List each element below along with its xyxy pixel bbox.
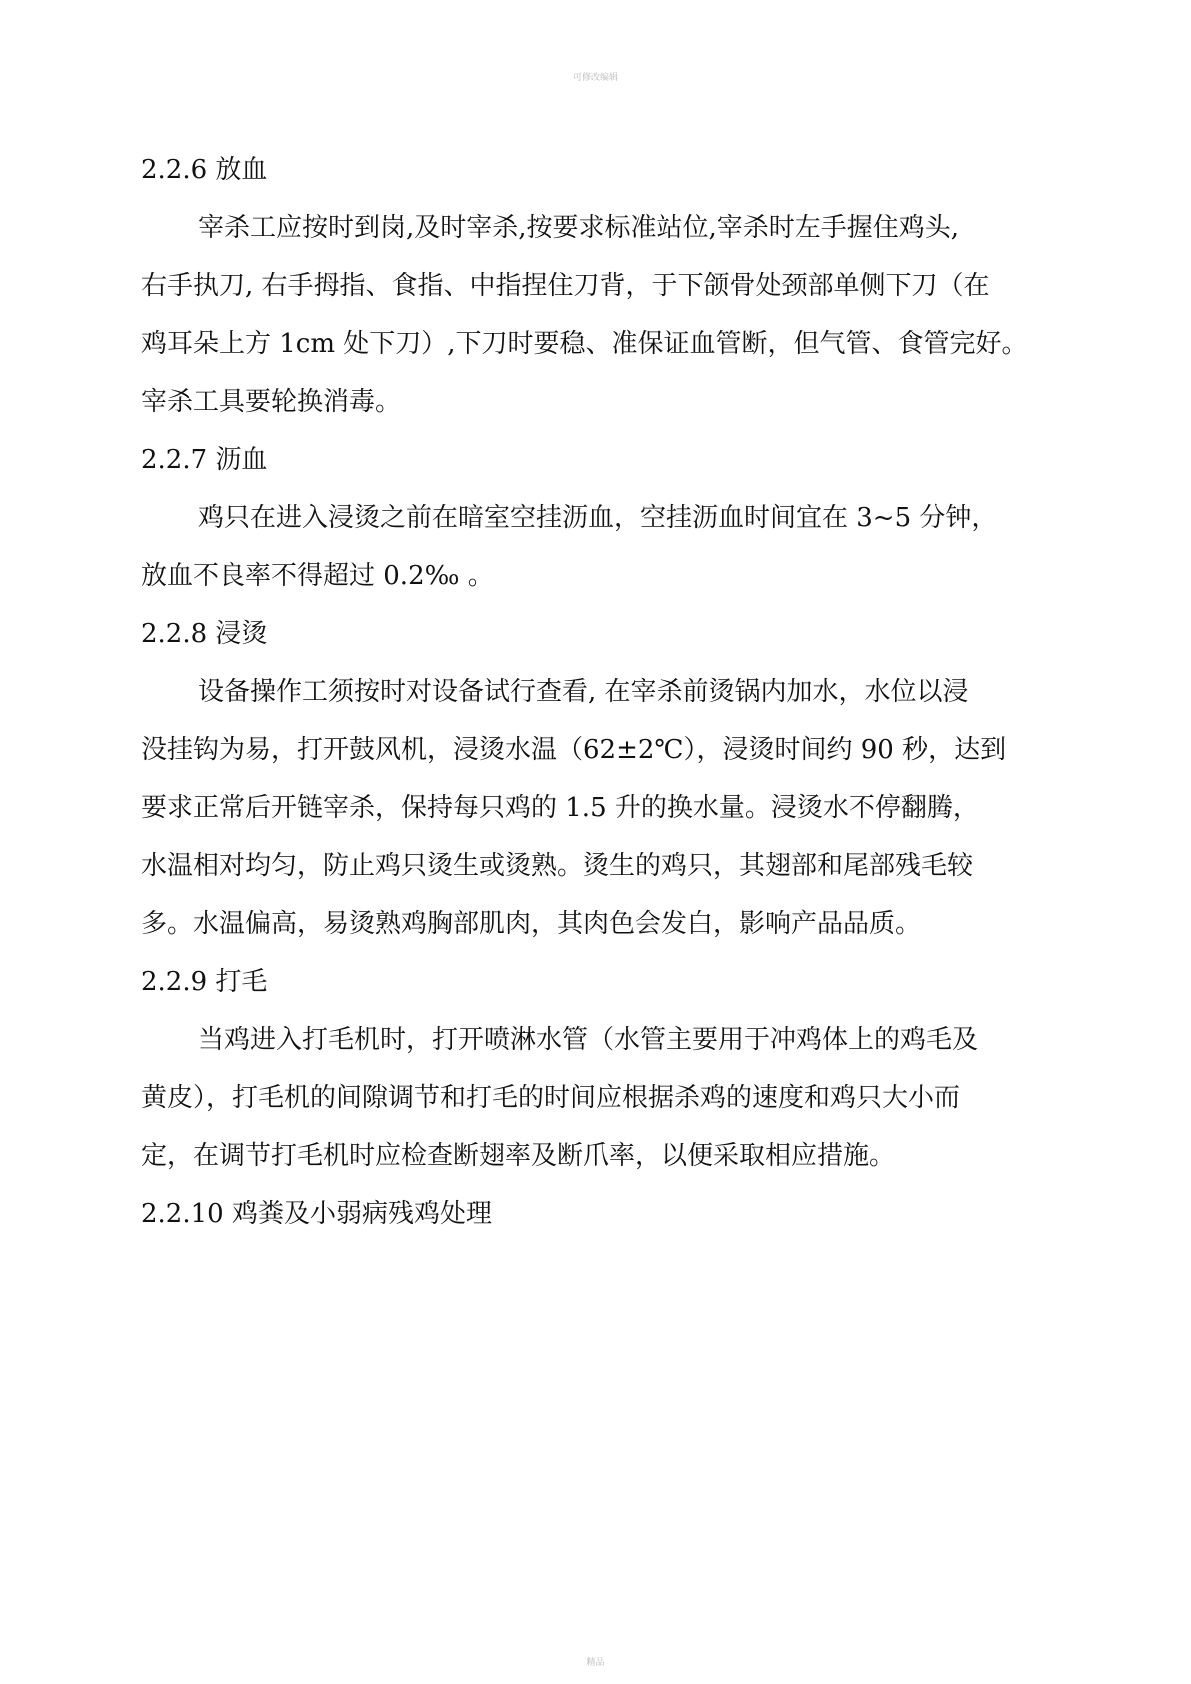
paragraph-line: 水温相对均匀，防止鸡只烫生或烫熟。烫生的鸡只，其翅部和尾部残毛较	[141, 851, 974, 881]
section-heading-2-2-8: 2.2.8 浸烫	[141, 619, 268, 649]
section-heading-2-2-10: 2.2.10 鸡粪及小弱病残鸡处理	[141, 1199, 492, 1229]
paragraph-line: 右手执刀, 右手拇指、食指、中指捏住刀背，于下颌骨处颈部单侧下刀（在	[141, 271, 990, 301]
paragraph-line: 设备操作工须按时对设备试行查看, 在宰杀前烫锅内加水，水位以浸	[198, 677, 969, 707]
section-heading-2-2-7: 2.2.7 沥血	[141, 445, 268, 475]
paragraph-line: 多。水温偏高，易烫熟鸡胸部肌肉，其肉色会发白，影响产品品质。	[141, 909, 922, 939]
page-footer: 精品	[586, 1658, 605, 1668]
paragraph-scalding	[141, 663, 1061, 953]
paragraph-line: 宰杀工应按时到岗,及时宰杀,按要求标准站位,宰杀时左手握住鸡头,	[198, 213, 960, 243]
paragraph-line: 黄皮），打毛机的间隙调节和打毛的时间应根据杀鸡的速度和鸡只大小而	[141, 1083, 961, 1113]
paragraph-line: 鸡只在进入浸烫之前在暗室空挂沥血，空挂沥血时间宜在 3~5 分钟，	[198, 503, 998, 533]
paragraph-line: 没挂钩为易，打开鼓风机，浸烫水温（62±2℃），浸烫时间约 90 秒，达到	[141, 735, 1007, 765]
paragraph-bleeding	[141, 199, 1061, 431]
section-heading-2-2-6: 2.2.6 放血	[141, 155, 268, 185]
paragraph-draining	[141, 489, 1061, 605]
paragraph-line: 要求正常后开链宰杀，保持每只鸡的 1.5 升的换水量。浸烫水不停翻腾，	[141, 793, 979, 823]
paragraph-plucking	[141, 1011, 1061, 1185]
paragraph-line: 宰杀工具要轮换消毒。	[141, 387, 402, 417]
paragraph-line: 定，在调节打毛机时应检查断翅率及断爪率，以便采取相应措施。	[141, 1141, 896, 1171]
paragraph-line: 放血不良率不得超过 0.2‰ 。	[141, 561, 494, 591]
paragraph-line: 鸡耳朵上方 1cm 处下刀）,下刀时要稳、准保证血管断，但气管、食管完好。	[141, 329, 1028, 359]
document-body	[141, 141, 1061, 1243]
paragraph-line: 当鸡进入打毛机时，打开喷淋水管（水管主要用于冲鸡体上的鸡毛及	[198, 1025, 979, 1055]
page-header: 可修改编辑	[572, 73, 618, 83]
section-heading-2-2-9: 2.2.9 打毛	[141, 967, 268, 997]
